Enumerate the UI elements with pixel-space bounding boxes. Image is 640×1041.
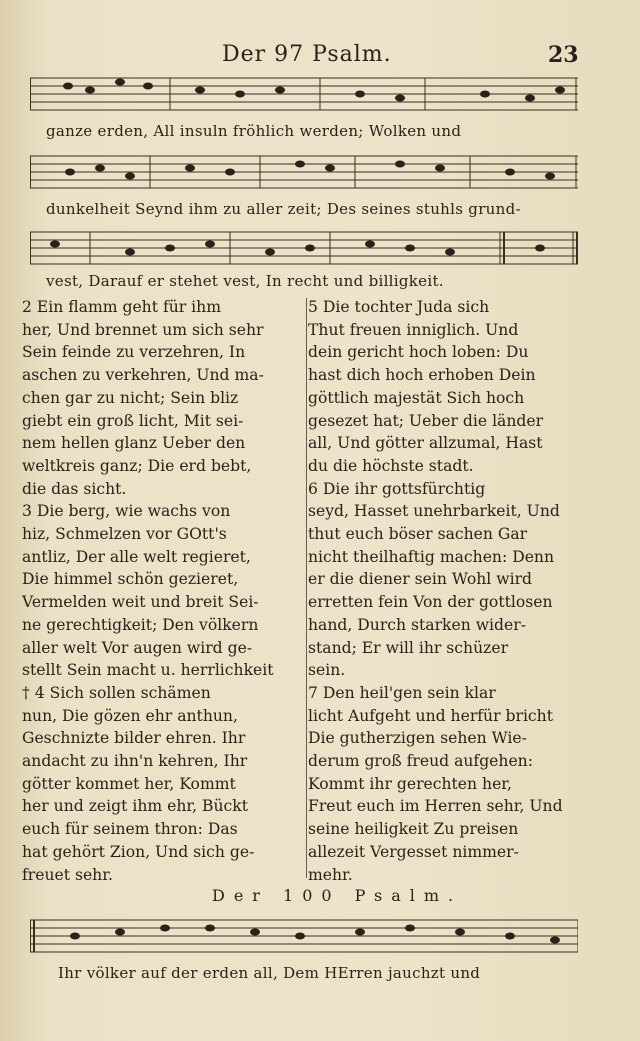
staff-1-lyrics: ganze erden, All insuln fröhlich werden; Wolken und bbox=[46, 122, 462, 140]
column-divider bbox=[306, 298, 307, 878]
text-line: seyd, Hasset unehrbarkeit, Und bbox=[308, 502, 560, 521]
text-line: seine heiligkeit Zu preisen bbox=[308, 820, 519, 839]
text-line: götter kommet her, Kommt bbox=[22, 774, 236, 793]
text-line: her und zeigt ihm ehr, Bückt bbox=[22, 797, 248, 816]
text-line: giebt ein groß licht, Mit sei- bbox=[22, 411, 244, 430]
text-line: ne gerechtigkeit; Den völkern bbox=[22, 615, 259, 634]
music-staff-1 bbox=[30, 72, 578, 118]
psalm-100-title: Der 100 Psalm. bbox=[212, 886, 463, 905]
text-line: hiz, Schmelzen vor GOtt's bbox=[22, 525, 227, 544]
text-line: Thut freuen inniglich. Und bbox=[308, 320, 519, 339]
text-line: dein gericht hoch loben: Du bbox=[308, 343, 529, 362]
text-line: antliz, Der alle welt regieret, bbox=[22, 547, 251, 566]
page-title: Der 97 Psalm. bbox=[222, 42, 392, 67]
text-line: göttlich majestät Sich hoch bbox=[308, 388, 525, 407]
text-line: nun, Die gözen ehr anthun, bbox=[22, 706, 238, 725]
text-line: 6 Die ihr gottsfürchtig bbox=[308, 479, 486, 498]
text-line: thut euch böser sachen Gar bbox=[308, 525, 528, 544]
text-line: aschen zu verkehren, Und ma- bbox=[22, 366, 264, 385]
music-staff-3 bbox=[30, 226, 578, 272]
right-column bbox=[308, 296, 586, 886]
text-line: allezeit Vergesset nimmer- bbox=[308, 842, 519, 861]
text-line: hand, Durch starken wider- bbox=[308, 615, 526, 634]
text-line: gesezet hat; Ueber die länder bbox=[308, 411, 544, 430]
text-line: mehr. bbox=[308, 865, 353, 884]
staff-4-lyrics: Ihr völker auf der erden all, Dem HErren jauchzt und bbox=[58, 964, 481, 982]
text-line: er die diener sein Wohl wird bbox=[308, 570, 533, 589]
text-line: stand; Er will ihr schüzer bbox=[308, 638, 509, 657]
text-line: Geschnizte bilder ehren. Ihr bbox=[22, 729, 246, 748]
text-line: erretten fein Von der gottlosen bbox=[308, 593, 553, 612]
text-line: freuet sehr. bbox=[22, 865, 113, 884]
text-line: 3 Die berg, wie wachs von bbox=[22, 502, 231, 521]
staff-3-lyrics: vest, Darauf er stehet vest, In recht und billigkeit. bbox=[46, 272, 444, 290]
staff-2-lyrics: dunkelheit Seynd ihm zu aller zeit; Des seines stuhls grund- bbox=[46, 200, 521, 218]
text-line: andacht zu ihn'n kehren, Ihr bbox=[22, 752, 248, 771]
text-line: hat gehört Zion, Und sich ge- bbox=[22, 842, 255, 861]
text-line: Freut euch im Herren sehr, Und bbox=[308, 797, 563, 816]
page-header bbox=[0, 42, 640, 72]
text-line: nem hellen glanz Ueber den bbox=[22, 434, 246, 453]
text-line: 7 Den heil'gen sein klar bbox=[308, 683, 496, 702]
text-line: all, Und götter allzumal, Hast bbox=[308, 434, 543, 453]
text-line: euch für seinem thron: Das bbox=[22, 820, 238, 839]
text-line: Sein feinde zu verzehren, In bbox=[22, 343, 246, 362]
text-line: nicht theilhaftig machen: Denn bbox=[308, 547, 555, 566]
text-line: Vermelden weit und breit Sei- bbox=[22, 593, 259, 612]
left-column bbox=[22, 296, 300, 886]
text-line: derum groß freud aufgehen: bbox=[308, 752, 533, 771]
music-staff-2 bbox=[30, 150, 578, 196]
page-number: 23 bbox=[548, 42, 579, 68]
text-line: du die höchste stadt. bbox=[308, 456, 474, 475]
text-line: Die gutherzigen sehen Wie- bbox=[308, 729, 527, 748]
text-line: stellt Sein macht u. herrlichkeit bbox=[22, 661, 274, 680]
text-line: her, Und brennet um sich sehr bbox=[22, 320, 264, 339]
text-line: Die himmel schön gezieret, bbox=[22, 570, 239, 589]
text-line: 2 Ein flamm geht für ihm bbox=[22, 298, 221, 316]
text-line: hast dich hoch erhoben Dein bbox=[308, 366, 536, 385]
text-line: sein. bbox=[308, 661, 346, 680]
text-line: 5 Die tochter Juda sich bbox=[308, 298, 490, 316]
text-line: Kommt ihr gerechten her, bbox=[308, 774, 512, 793]
text-line: weltkreis ganz; Die erd bebt, bbox=[22, 456, 252, 475]
music-staff-4 bbox=[30, 914, 578, 960]
text-line: aller welt Vor augen wird ge- bbox=[22, 638, 253, 657]
text-line: licht Aufgeht und herfür bricht bbox=[308, 706, 553, 725]
text-line: chen gar zu nicht; Sein bliz bbox=[22, 388, 239, 407]
text-line: die das sicht. bbox=[22, 479, 127, 498]
text-line: † 4 Sich sollen schämen bbox=[22, 683, 211, 702]
